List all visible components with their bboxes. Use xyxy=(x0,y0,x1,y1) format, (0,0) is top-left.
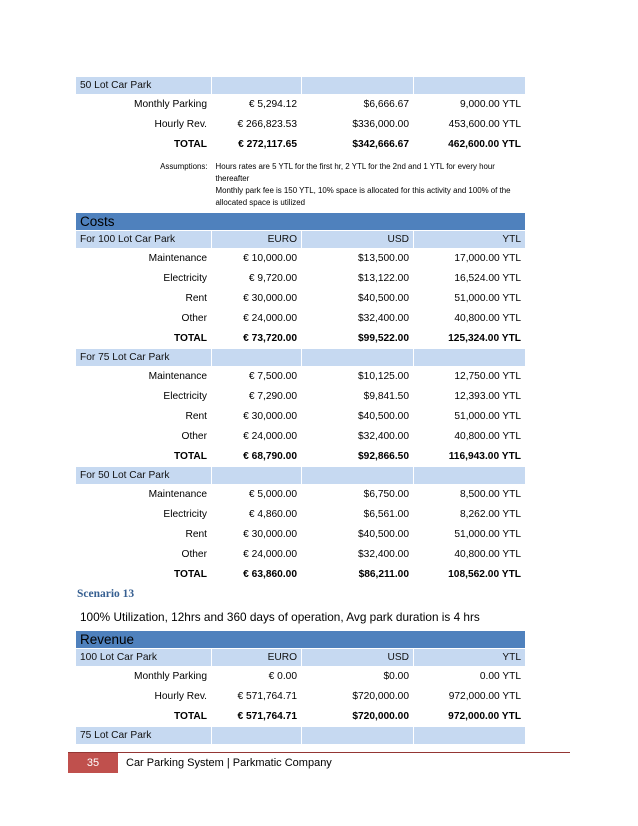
cost-block-label: For 100 Lot Car Park xyxy=(76,231,212,249)
euro-cell: € 5,294.12 xyxy=(212,95,302,115)
row-label: Hourly Rev. xyxy=(76,115,212,135)
euro-cell: € 9,720.00 xyxy=(212,269,302,289)
usd-cell: $6,561.00 xyxy=(302,505,414,525)
ytl-cell: 51,000.00 YTL xyxy=(414,525,526,545)
ytl-cell: 17,000.00 YTL xyxy=(414,249,526,269)
table-row xyxy=(76,269,526,289)
ytl-cell: 116,943.00 YTL xyxy=(414,447,526,467)
row-label: Hourly Rev. xyxy=(76,687,212,707)
euro-cell: € 571,764.71 xyxy=(212,707,302,727)
euro-cell: € 30,000.00 xyxy=(212,407,302,427)
costs-banner xyxy=(76,213,526,231)
cost-block-label: For 50 Lot Car Park xyxy=(76,467,212,485)
row-label: Other xyxy=(76,427,212,447)
euro-header: EURO xyxy=(212,231,302,249)
row-label: Maintenance xyxy=(76,485,212,505)
table-row xyxy=(76,95,526,115)
table-row xyxy=(76,367,526,387)
euro-cell: € 24,000.00 xyxy=(212,427,302,447)
table-row xyxy=(76,387,526,407)
euro-cell: € 10,000.00 xyxy=(212,249,302,269)
table-row xyxy=(76,545,526,565)
total-row xyxy=(76,707,526,727)
table-row xyxy=(76,309,526,329)
usd-cell: $13,122.00 xyxy=(302,269,414,289)
euro-cell: € 7,290.00 xyxy=(212,387,302,407)
ytl-cell: 12,750.00 YTL xyxy=(414,367,526,387)
table-row xyxy=(76,289,526,309)
euro-cell: € 272,117.65 xyxy=(212,135,302,155)
revenue-banner xyxy=(76,631,526,649)
table-header-label: 50 Lot Car Park xyxy=(76,77,212,95)
euro-cell: € 24,000.00 xyxy=(212,545,302,565)
ytl-cell: 8,262.00 YTL xyxy=(414,505,526,525)
ytl-cell: 125,324.00 YTL xyxy=(414,329,526,349)
table-row xyxy=(76,427,526,447)
usd-cell: $86,211.00 xyxy=(302,565,414,585)
usd-cell: $0.00 xyxy=(302,667,414,687)
revenue-title: Revenue xyxy=(76,631,526,649)
usd-cell: $32,400.00 xyxy=(302,545,414,565)
table-row xyxy=(76,249,526,269)
table-row xyxy=(76,115,526,135)
revenue-50-lot-table xyxy=(75,76,526,211)
footer-text: Car Parking System | Parkmatic Company xyxy=(126,757,332,769)
usd-cell: $6,750.00 xyxy=(302,485,414,505)
total-row xyxy=(76,329,526,349)
euro-cell: € 30,000.00 xyxy=(212,525,302,545)
ytl-cell: 40,800.00 YTL xyxy=(414,309,526,329)
assumptions-row xyxy=(76,155,526,211)
assumptions-label: Assumptions: xyxy=(160,162,208,171)
usd-header: USD xyxy=(302,231,414,249)
usd-cell: $6,666.67 xyxy=(302,95,414,115)
usd-cell: $92,866.50 xyxy=(302,447,414,467)
usd-cell: $10,125.00 xyxy=(302,367,414,387)
ytl-cell: 972,000.00 YTL xyxy=(414,707,526,727)
euro-cell: € 0.00 xyxy=(212,667,302,687)
euro-cell: € 68,790.00 xyxy=(212,447,302,467)
euro-cell: € 7,500.00 xyxy=(212,367,302,387)
ytl-header: YTL xyxy=(414,231,526,249)
row-label: TOTAL xyxy=(76,707,212,727)
ytl-cell: 453,600.00 YTL xyxy=(414,115,526,135)
scenario-title: Scenario 13 xyxy=(77,588,135,600)
euro-cell: € 266,823.53 xyxy=(212,115,302,135)
cost-block-header xyxy=(76,231,526,249)
ytl-cell: 9,000.00 YTL xyxy=(414,95,526,115)
total-row xyxy=(76,135,526,155)
ytl-cell: 51,000.00 YTL xyxy=(414,289,526,309)
euro-header: EURO xyxy=(212,649,302,667)
total-row xyxy=(76,565,526,585)
usd-header: USD xyxy=(302,649,414,667)
row-label: Other xyxy=(76,545,212,565)
assumption-text: Hours rates are 5 YTL for the first hr, 2 YTL for the 2nd and 1 YTL for every hour thereafter xyxy=(215,162,495,183)
row-label: TOTAL xyxy=(76,135,212,155)
revenue-block-label: 100 Lot Car Park xyxy=(76,649,212,667)
usd-cell: $720,000.00 xyxy=(302,687,414,707)
row-label: Rent xyxy=(76,407,212,427)
euro-cell: € 5,000.00 xyxy=(212,485,302,505)
euro-cell: € 73,720.00 xyxy=(212,329,302,349)
ytl-cell: 8,500.00 YTL xyxy=(414,485,526,505)
table-row xyxy=(76,687,526,707)
ytl-cell: 16,524.00 YTL xyxy=(414,269,526,289)
row-label: Monthly Parking xyxy=(76,95,212,115)
euro-cell: € 4,860.00 xyxy=(212,505,302,525)
usd-cell: $336,000.00 xyxy=(302,115,414,135)
row-label: Maintenance xyxy=(76,249,212,269)
revenue-block-label: 75 Lot Car Park xyxy=(76,727,212,745)
row-label: Monthly Parking xyxy=(76,667,212,687)
table-header-row xyxy=(76,77,526,95)
table-row xyxy=(76,505,526,525)
ytl-header: YTL xyxy=(414,649,526,667)
scenario-subtitle: 100% Utilization, 12hrs and 360 days of operation, Avg park duration is 4 hrs xyxy=(80,610,480,624)
euro-cell: € 63,860.00 xyxy=(212,565,302,585)
revenue-block-header xyxy=(76,727,526,745)
usd-cell: $40,500.00 xyxy=(302,407,414,427)
cost-block-label: For 75 Lot Car Park xyxy=(76,349,212,367)
row-label: TOTAL xyxy=(76,565,212,585)
row-label: Electricity xyxy=(76,387,212,407)
ytl-cell: 40,800.00 YTL xyxy=(414,427,526,447)
revenue-table xyxy=(75,630,526,745)
euro-cell: € 24,000.00 xyxy=(212,309,302,329)
ytl-cell: 0.00 YTL xyxy=(414,667,526,687)
usd-cell: $32,400.00 xyxy=(302,427,414,447)
ytl-cell: 462,600.00 YTL xyxy=(414,135,526,155)
assumption-text: Monthly park fee is 150 YTL, 10% space is allocated for this activity and 100% of the allocated space is utilized xyxy=(215,186,511,207)
row-label: Rent xyxy=(76,289,212,309)
costs-table xyxy=(75,212,526,585)
row-label: Electricity xyxy=(76,269,212,289)
ytl-cell: 972,000.00 YTL xyxy=(414,687,526,707)
cost-block-header xyxy=(76,349,526,367)
total-row xyxy=(76,447,526,467)
row-label: Electricity xyxy=(76,505,212,525)
usd-cell: $13,500.00 xyxy=(302,249,414,269)
row-label: Other xyxy=(76,309,212,329)
usd-cell: $40,500.00 xyxy=(302,289,414,309)
costs-title: Costs xyxy=(76,213,526,231)
usd-cell: $32,400.00 xyxy=(302,309,414,329)
ytl-cell: 12,393.00 YTL xyxy=(414,387,526,407)
euro-cell: € 30,000.00 xyxy=(212,289,302,309)
table-row xyxy=(76,407,526,427)
table-row xyxy=(76,667,526,687)
row-label: Rent xyxy=(76,525,212,545)
table-row xyxy=(76,485,526,505)
ytl-cell: 108,562.00 YTL xyxy=(414,565,526,585)
row-label: TOTAL xyxy=(76,447,212,467)
usd-cell: $342,666.67 xyxy=(302,135,414,155)
row-label: Maintenance xyxy=(76,367,212,387)
revenue-block-header xyxy=(76,649,526,667)
page-number: 35 xyxy=(68,753,118,773)
table-row xyxy=(76,525,526,545)
usd-cell: $99,522.00 xyxy=(302,329,414,349)
row-label: TOTAL xyxy=(76,329,212,349)
usd-cell: $720,000.00 xyxy=(302,707,414,727)
ytl-cell: 51,000.00 YTL xyxy=(414,407,526,427)
cost-block-header xyxy=(76,467,526,485)
euro-cell: € 571,764.71 xyxy=(212,687,302,707)
usd-cell: $40,500.00 xyxy=(302,525,414,545)
ytl-cell: 40,800.00 YTL xyxy=(414,545,526,565)
usd-cell: $9,841.50 xyxy=(302,387,414,407)
